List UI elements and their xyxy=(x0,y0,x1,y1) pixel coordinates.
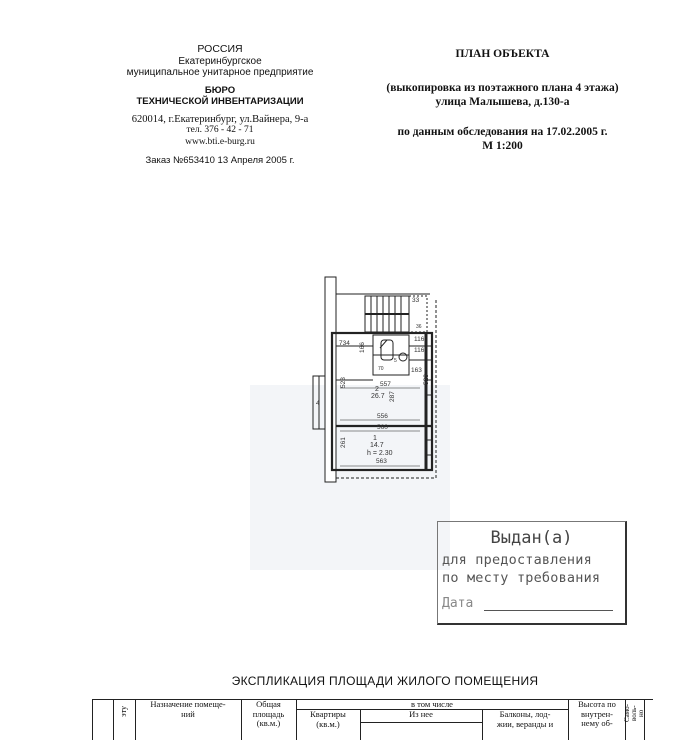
col-balconies-label: Балконы, лод- жии, веранды и xyxy=(496,709,554,729)
order-number: Заказ №653410 13 Апреля 2005 г. xyxy=(145,155,295,166)
table-title: ЭКСПЛИКАЦИЯ ПЛОЩАДИ ЖИЛОГО ПОМЕЩЕНИЯ xyxy=(231,674,539,688)
enterprise: муниципальное унитарное предприятие xyxy=(126,67,314,78)
col-from-label: Из нее xyxy=(360,710,482,723)
survey-date: по данным обследования на 17.02.2005 г. xyxy=(397,126,608,138)
label-70: 70 xyxy=(378,366,384,372)
label-734: 734 xyxy=(339,340,350,347)
label-116a: 116 xyxy=(414,336,425,343)
col-extra-label: Само- воль- но xyxy=(623,704,645,723)
room1-area: 14.7 xyxy=(370,442,384,449)
stamp-date-label: Дата xyxy=(442,596,474,611)
col-from xyxy=(360,710,483,740)
col-room-name-label: Назначение помеще- ний xyxy=(150,699,226,719)
city: Екатеринбургское xyxy=(178,55,262,67)
label-166: 166 xyxy=(359,342,366,353)
label-287: 287 xyxy=(389,391,396,402)
label-4: 4 xyxy=(316,400,320,407)
col-floor-label: эту xyxy=(119,706,129,717)
col-height-label: Высота по внутрен- нему об- xyxy=(578,699,616,728)
plan-street: улица Малышева, д.130-а xyxy=(435,96,570,108)
stamp-date-line xyxy=(484,610,613,611)
label-523b: 523 xyxy=(423,374,430,385)
room2-number: 2 xyxy=(375,386,379,393)
col-balconies xyxy=(482,710,568,740)
label-116b: 116 xyxy=(414,347,425,354)
label-36: 36 xyxy=(416,324,422,330)
phone: тел. 376 - 42 - 71 xyxy=(186,125,254,135)
col-room-name xyxy=(135,700,242,740)
col-total-area-label: Общая площадь (кв.м.) xyxy=(252,699,285,728)
label-163: 163 xyxy=(411,367,422,374)
stamp-line3: по месту требования xyxy=(442,570,601,586)
col-apartments xyxy=(296,710,361,740)
col-floor xyxy=(113,700,136,740)
plan-scale: М 1:200 xyxy=(482,140,523,152)
plan-title: ПЛАН ОБЪЕКТА xyxy=(455,48,550,60)
label-563: 563 xyxy=(376,458,387,465)
stamp-line2: для предоставления xyxy=(442,552,592,568)
bureau-line2: ТЕХНИЧЕСКОЙ ИНВЕНТАРИЗАЦИИ xyxy=(136,96,304,107)
issued-stamp xyxy=(437,521,627,625)
website: www.bti.e-burg.ru xyxy=(185,136,255,147)
room1-height: h = 2.30 xyxy=(367,450,393,457)
col-including-label: в том числе xyxy=(296,700,568,710)
address: 620014, г.Екатеринбург, ул.Вайнера, 9-а xyxy=(131,113,309,125)
label-33: 33 xyxy=(412,297,420,304)
country: РОССИЯ xyxy=(197,43,243,55)
label-557: 557 xyxy=(380,381,391,388)
explication-table xyxy=(92,699,653,740)
room2-area: 26.7 xyxy=(371,393,385,400)
stamp-line1: Выдан(а) xyxy=(490,528,573,548)
col-total-area xyxy=(241,700,297,740)
col-including xyxy=(296,700,568,740)
label-560: 560 xyxy=(377,424,388,431)
label-261: 261 xyxy=(340,437,347,448)
label-5: 5 xyxy=(394,358,397,364)
col-blank xyxy=(93,700,114,740)
left-wall xyxy=(325,277,336,482)
label-523: 523 xyxy=(340,377,347,388)
col-height xyxy=(568,700,626,740)
plan-subtitle: (выкопировка из поэтажного плана 4 этажа) xyxy=(386,82,619,94)
room1-number: 1 xyxy=(373,435,377,442)
col-extra xyxy=(624,700,645,740)
bureau-line1: БЮРО xyxy=(204,84,236,96)
scan-shading xyxy=(250,385,450,570)
col-apartments-label: Квартиры (кв.м.) xyxy=(310,709,346,729)
label-556: 556 xyxy=(377,413,388,420)
